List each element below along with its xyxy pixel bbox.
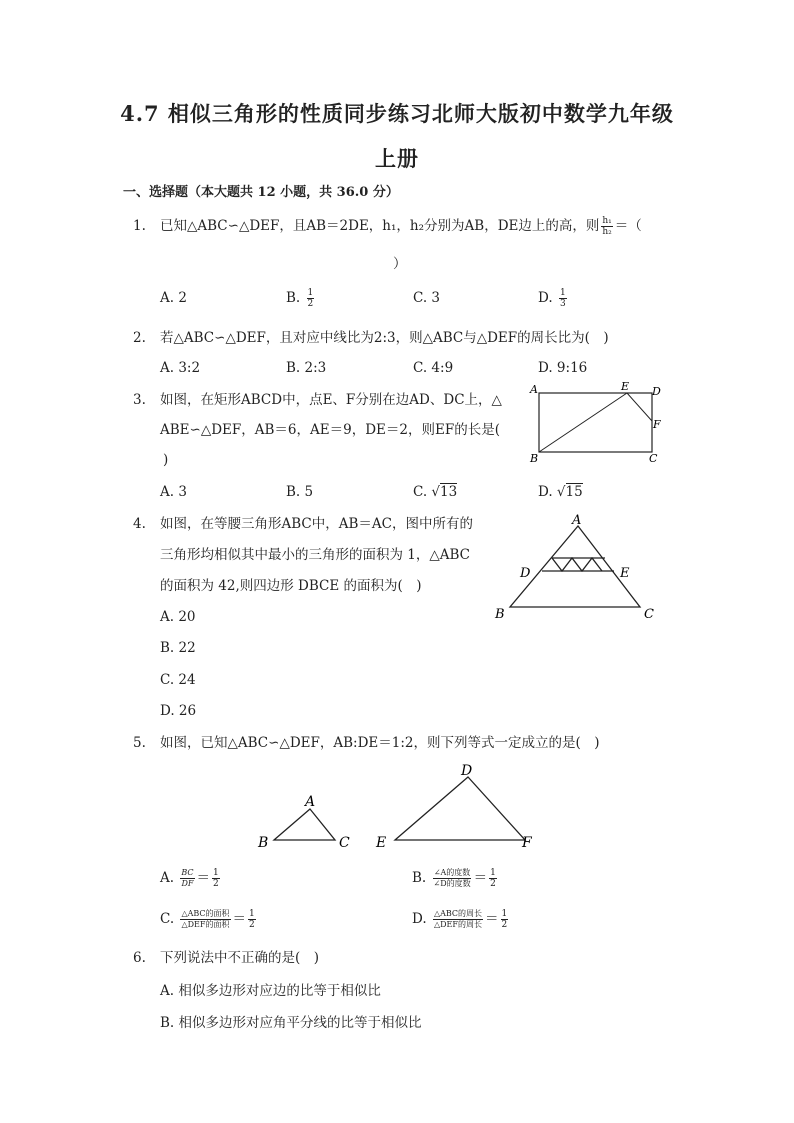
label-d: D <box>520 566 531 581</box>
q1-number: 1. <box>133 218 146 234</box>
label-b: B <box>530 452 539 465</box>
page-title-line2: 上册 <box>375 146 419 171</box>
label-c: C <box>644 607 654 622</box>
q5-option-c[interactable]: C. $\frac{\text{△ABC的面积}}{\text{△DEF的面积}}$ ＝ $\frac{1}{2}$ <box>160 909 255 930</box>
q3-option-a[interactable]: A. 3 <box>160 484 187 500</box>
q5-number: 5. <box>133 735 146 751</box>
label-a: A <box>572 513 582 528</box>
q1-close-paren: ） <box>393 256 407 272</box>
q5-option-d[interactable]: D. $\frac{\text{△ABC的周长}}{\text{△DEF的周长}}$ ＝ $\frac{1}{2}$ <box>412 909 508 930</box>
triangle-def <box>395 777 525 840</box>
label-e: E <box>620 566 630 581</box>
label-d: D <box>461 763 473 779</box>
label-e: E <box>621 380 630 393</box>
q3-option-c[interactable]: C. √13 <box>413 484 458 500</box>
q1-tail: ＝（ <box>614 218 642 234</box>
zigzag-small-triangles <box>552 558 602 571</box>
label-d: D <box>652 385 661 398</box>
q3-number: 3. <box>133 392 146 408</box>
label-a: A <box>305 794 316 810</box>
label-e: E <box>376 835 387 851</box>
label-f: F <box>522 835 532 851</box>
q2-text: 若△ABC∽△DEF，且对应中线比为2:3，则△ABC与△DEF的周长比为( ) <box>160 330 609 346</box>
q6-option-b[interactable]: B. 相似多边形对应角平分线的比等于相似比 <box>160 1015 422 1031</box>
q3-line3: ) <box>163 452 169 468</box>
q4-option-a[interactable]: A. 20 <box>160 609 196 625</box>
q1-fraction: $\frac{\text{h₁}}{\text{h₂}}$ <box>602 216 612 237</box>
q2-option-d[interactable]: D. 9:16 <box>538 360 588 376</box>
triangle-abc <box>274 809 335 840</box>
q4-option-c[interactable]: C. 24 <box>160 672 196 688</box>
q6-number: 6. <box>133 950 146 966</box>
q6-text: 下列说法中不正确的是( ) <box>160 950 320 966</box>
section-heading: 一、选择题（本大题共 12 小题，共 36.0 分） <box>123 185 399 200</box>
q4-option-d[interactable]: D. 26 <box>160 703 197 719</box>
page-title: 4.7 相似三角形的性质同步练习北师大版初中数学九年级 <box>120 101 674 126</box>
q3-line1: 如图，在矩形ABCD中，点E、F分别在边AD、DC上，△ <box>160 392 502 408</box>
q2-option-c[interactable]: C. 4:9 <box>413 360 454 376</box>
q6-option-a[interactable]: A. 相似多边形对应边的比等于相似比 <box>160 983 381 999</box>
label-c: C <box>649 452 658 465</box>
q2-number: 2. <box>133 330 146 346</box>
segment-ef <box>627 393 652 421</box>
label-a: A <box>530 383 538 396</box>
segment-be <box>539 393 627 452</box>
q5-option-b[interactable]: B. $\frac{\text{∠A的度数}}{\text{∠D的度数}}$ ＝ $\frac{1}{2}$ <box>412 868 496 889</box>
q1-option-c[interactable]: C. 3 <box>413 290 441 306</box>
q3-option-b[interactable]: B. 5 <box>286 484 314 500</box>
q4-line3: 的面积为 42,则四边形 DBCE 的面积为( ) <box>160 578 422 594</box>
q3-rectangle-figure <box>528 378 668 466</box>
q1-stem <box>160 216 642 237</box>
q5-figure <box>250 758 550 858</box>
q4-option-b[interactable]: B. 22 <box>160 640 196 656</box>
q4-triangle-figure <box>490 510 665 625</box>
label-b: B <box>258 835 269 851</box>
label-f: F <box>653 418 661 431</box>
q5-text: 如图，已知△ABC∽△DEF，AB:DE＝1:2，则下列等式一定成立的是( ) <box>160 735 600 751</box>
q1-option-a[interactable]: A. 2 <box>160 290 187 306</box>
label-c: C <box>339 835 350 851</box>
q1-option-d[interactable]: D. $\frac{1}{3}$ <box>538 288 566 309</box>
q4-number: 4. <box>133 516 146 532</box>
q1-text: 已知△ABC∽△DEF，且AB＝2DE，h₁，h₂分别为AB，DE边上的高，则 <box>160 218 600 234</box>
q2-option-a[interactable]: A. 3:2 <box>160 360 201 376</box>
q3-option-d[interactable]: D. √15 <box>538 484 583 500</box>
q1-option-b[interactable]: B. $\frac{1}{2}$ <box>286 288 314 309</box>
q4-line2: 三角形均相似其中最小的三角形的面积为 1，△ABC <box>160 547 471 563</box>
q4-line1: 如图，在等腰三角形ABC中，AB＝AC，图中所有的 <box>160 516 473 532</box>
q2-option-b[interactable]: B. 2:3 <box>286 360 327 376</box>
q3-line2: ABE∽△DEF，AB＝6，AE＝9，DE＝2，则EF的长是( <box>160 422 500 438</box>
label-b: B <box>495 607 505 622</box>
q5-option-a[interactable]: A. $\frac{BC}{DF}$ ＝ $\frac{1}{2}$ <box>160 868 219 889</box>
